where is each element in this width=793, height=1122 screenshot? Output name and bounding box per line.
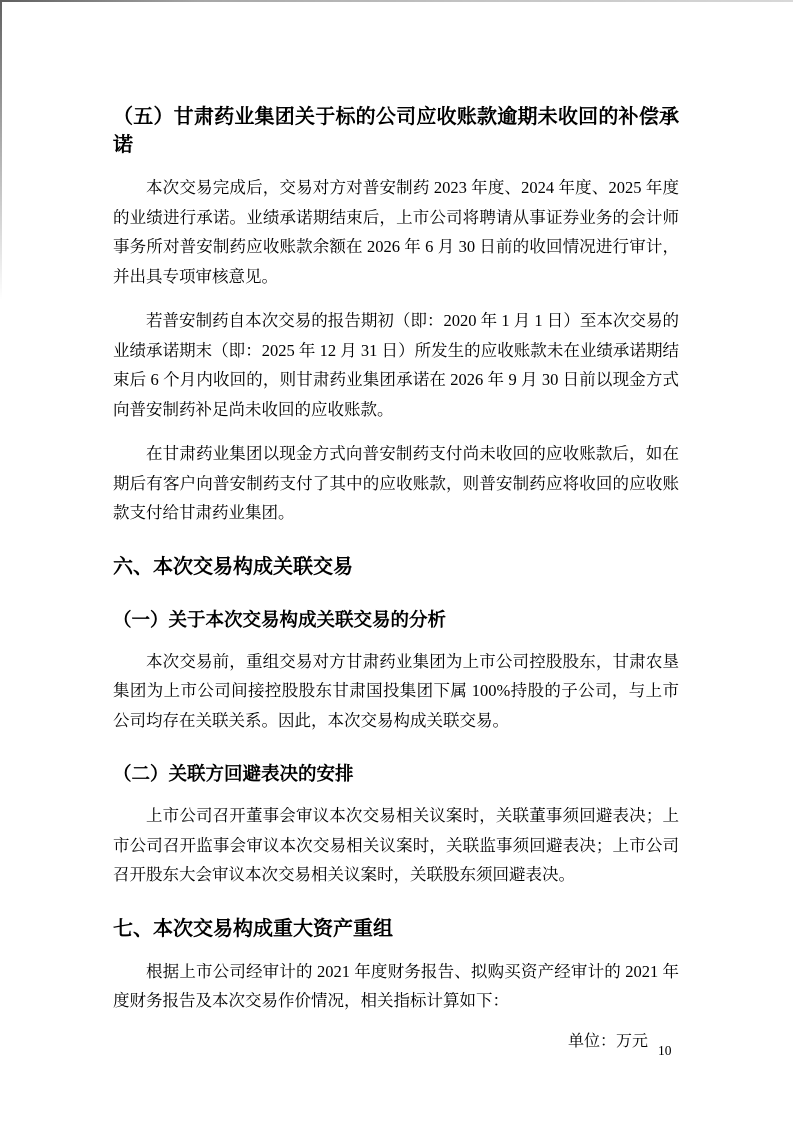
page-number: 10 bbox=[658, 1043, 672, 1058]
section-5-heading: （五）甘肃药业集团关于标的公司应收账款逾期未收回的补偿承诺 bbox=[113, 106, 679, 156]
section-6-sub-1-paragraph: 本次交易前，重组交易对方甘肃药业集团为上市公司控股股东，甘肃农垦集团为上市公司间接控股股东甘肃国投集团下属 100%持股的子公司，与上市公司均存在关联关系。因此，本次交易构成关联交易。 bbox=[113, 651, 679, 730]
section-5-paragraph-2: 若普安制药自本次交易的报告期初（即：2020 年 1 月 1 日）至本次交易的业绩承诺期末（即：2025 年 12 月 31 日）所发生的应收账款未在业绩承诺期结束后 6 个月内收回的，则甘肃药业集团承诺在 2026 年 9 月 30 日前以现金方式向普安制药补足尚未收回的应收账款。 bbox=[113, 311, 679, 419]
section-7-heading: 七、本次交易构成重大资产重组 bbox=[113, 917, 393, 940]
section-6-heading: 六、本次交易构成关联交易 bbox=[113, 555, 353, 578]
section-6-sub-2-paragraph: 上市公司召开董事会审议本次交易相关议案时，关联董事须回避表决；上市公司召开监事会审议本次交易相关议案时，关联监事须回避表决；上市公司召开股东大会审议本次交易相关议案时，关联股东须回避表决。 bbox=[113, 806, 679, 884]
section-5-paragraph-1: 本次交易完成后，交易对方对普安制药 2023 年度、2024 年度、2025 年度的业绩进行承诺。业绩承诺期结束后，上市公司将聘请从事证券业务的会计师事务所对普安制药应收账款余额在 2026 年 6 月 30 日前的收回情况进行审计，并出具专项审核意见。 bbox=[113, 178, 679, 286]
section-6-sub-2-heading: （二）关联方回避表决的安排 bbox=[113, 763, 354, 784]
section-6-sub-1-heading: （一）关于本次交易构成关联交易的分析 bbox=[113, 608, 447, 630]
scan-edge-artifact-left bbox=[0, 0, 2, 300]
section-7-paragraph: 根据上市公司经审计的 2021 年度财务报告、拟购买资产经审计的 2021 年度财务报告及本次交易作价情况，相关指标计算如下： bbox=[113, 961, 679, 1010]
section-5-paragraph-3: 在甘肃药业集团以现金方式向普安制药支付尚未收回的应收账款后，如在期后有客户向普安制药支付了其中的应收账款，则普安制药应将收回的应收账款支付给甘肃药业集团。 bbox=[113, 444, 679, 522]
page-content bbox=[113, 0, 679, 1053]
unit-label: 单位：万元 bbox=[567, 1032, 648, 1050]
